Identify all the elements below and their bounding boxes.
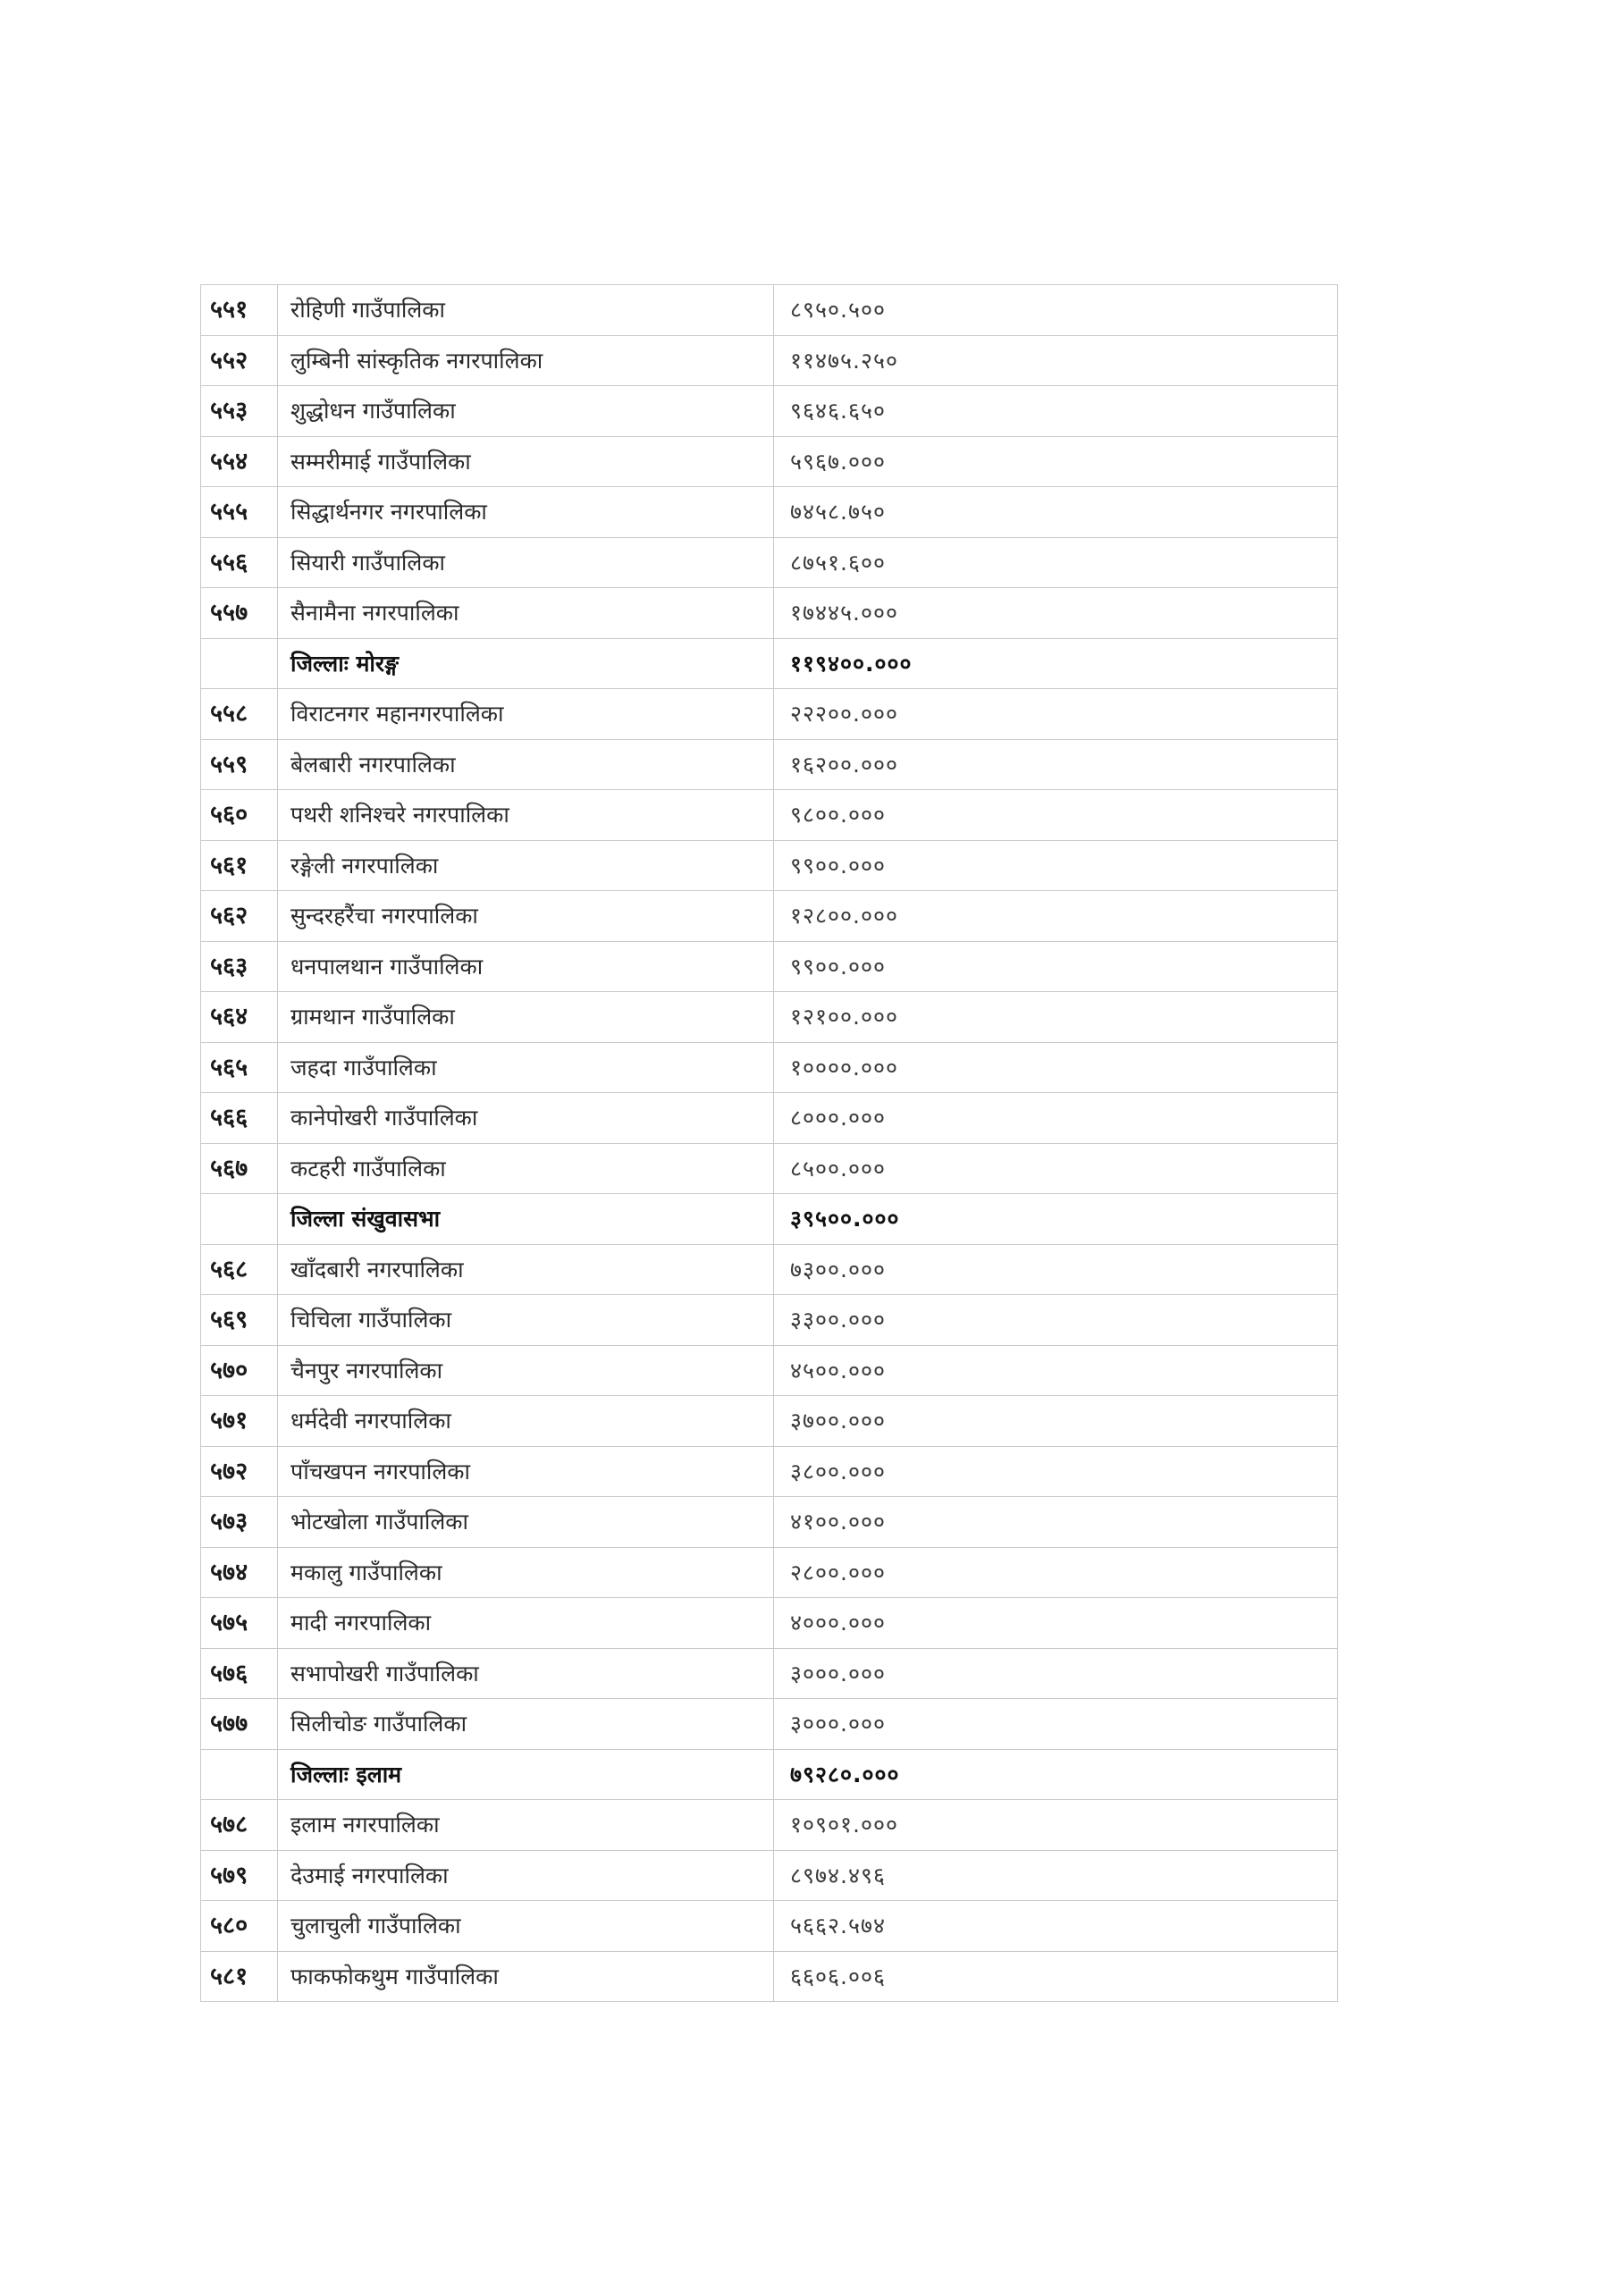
serial-number-cell: ५७८ xyxy=(201,1800,278,1851)
local-body-name-cell: सुन्दरहरैंचा नगरपालिका xyxy=(278,891,774,942)
local-body-name-cell: ग्रामथान गाउँपालिका xyxy=(278,992,774,1043)
serial-number-cell: ५७२ xyxy=(201,1446,278,1497)
serial-number-cell: ५८१ xyxy=(201,1951,278,2002)
amount-cell: ७४५८.७५० xyxy=(774,487,1338,538)
local-body-name-cell: विराटनगर महानगरपालिका xyxy=(278,689,774,740)
amount-cell: ५६६२.५७४ xyxy=(774,1901,1338,1952)
serial-number-cell: ५६० xyxy=(201,790,278,841)
local-body-name-cell: चुलाचुली गाउँपालिका xyxy=(278,1901,774,1952)
serial-number-cell: ५५३ xyxy=(201,386,278,437)
district-total-cell: ११९४००.००० xyxy=(774,638,1338,689)
amount-cell: ११४७५.२५० xyxy=(774,335,1338,386)
amount-cell: ५९६७.००० xyxy=(774,436,1338,487)
local-body-name-cell: सिद्धार्थनगर नगरपालिका xyxy=(278,487,774,538)
local-body-name-cell: पाँचखपन नगरपालिका xyxy=(278,1446,774,1497)
serial-number-cell xyxy=(201,638,278,689)
serial-number-cell: ५६१ xyxy=(201,840,278,891)
local-body-name-cell: कटहरी गाउँपालिका xyxy=(278,1143,774,1194)
local-body-name-cell: देउमाई नगरपालिका xyxy=(278,1850,774,1901)
table-row xyxy=(201,1446,1338,1497)
table-row xyxy=(201,1396,1338,1447)
local-body-name-cell: सम्मरीमाई गाउँपालिका xyxy=(278,436,774,487)
amount-cell: ४१००.००० xyxy=(774,1497,1338,1548)
local-body-name-cell: लुम्बिनी सांस्कृतिक नगरपालिका xyxy=(278,335,774,386)
serial-number-cell: ५६२ xyxy=(201,891,278,942)
table-row xyxy=(201,537,1338,588)
table-row xyxy=(201,588,1338,639)
serial-number-cell: ५७९ xyxy=(201,1850,278,1901)
serial-number-cell: ५७५ xyxy=(201,1598,278,1649)
serial-number-cell: ५७१ xyxy=(201,1396,278,1447)
amount-cell: ३०००.००० xyxy=(774,1699,1338,1750)
serial-number-cell: ५५७ xyxy=(201,588,278,639)
local-body-name-cell: इलाम नगरपालिका xyxy=(278,1800,774,1851)
amount-cell: ९८००.००० xyxy=(774,790,1338,841)
serial-number-cell: ५६६ xyxy=(201,1093,278,1144)
local-body-name-cell: खाँदबारी नगरपालिका xyxy=(278,1244,774,1295)
district-subtotal-row xyxy=(201,638,1338,689)
serial-number-cell: ५६७ xyxy=(201,1143,278,1194)
serial-number-cell: ५७७ xyxy=(201,1699,278,1750)
local-body-name-cell: रङ्गेली नगरपालिका xyxy=(278,840,774,891)
amount-cell: ९६४६.६५० xyxy=(774,386,1338,437)
amount-cell: ३८००.००० xyxy=(774,1446,1338,1497)
serial-number-cell: ५८० xyxy=(201,1901,278,1952)
table-row xyxy=(201,1143,1338,1194)
serial-number-cell xyxy=(201,1749,278,1800)
local-body-name-cell: कानेपोखरी गाउँपालिका xyxy=(278,1093,774,1144)
allocation-table-sheet xyxy=(200,284,1337,2002)
table-row xyxy=(201,436,1338,487)
local-body-name-cell: मकालु गाउँपालिका xyxy=(278,1547,774,1598)
serial-number-cell: ५७६ xyxy=(201,1648,278,1699)
amount-cell: १००००.००० xyxy=(774,1042,1338,1093)
table-row xyxy=(201,1598,1338,1649)
serial-number-cell: ५७३ xyxy=(201,1497,278,1548)
table-row xyxy=(201,1901,1338,1952)
amount-cell: ८०००.००० xyxy=(774,1093,1338,1144)
table-row xyxy=(201,941,1338,992)
local-body-name-cell: भोटखोला गाउँपालिका xyxy=(278,1497,774,1548)
serial-number-cell: ५५८ xyxy=(201,689,278,740)
local-body-name-cell: सभापोखरी गाउँपालिका xyxy=(278,1648,774,1699)
amount-cell: ४५००.००० xyxy=(774,1345,1338,1396)
table-row xyxy=(201,992,1338,1043)
local-body-name-cell: सैनामैना नगरपालिका xyxy=(278,588,774,639)
amount-cell: ९९००.००० xyxy=(774,941,1338,992)
serial-number-cell: ५६५ xyxy=(201,1042,278,1093)
district-subtotal-row xyxy=(201,1749,1338,1800)
amount-cell: ३३००.००० xyxy=(774,1295,1338,1346)
serial-number-cell: ५७४ xyxy=(201,1547,278,1598)
amount-cell: ८५००.००० xyxy=(774,1143,1338,1194)
table-row xyxy=(201,1093,1338,1144)
local-body-name-cell: पथरी शनिश्चरे नगरपालिका xyxy=(278,790,774,841)
serial-number-cell xyxy=(201,1194,278,1245)
serial-number-cell: ५५१ xyxy=(201,285,278,336)
district-subtotal-row xyxy=(201,1194,1338,1245)
allocation-table xyxy=(200,284,1338,2002)
amount-cell: ३०००.००० xyxy=(774,1648,1338,1699)
table-row xyxy=(201,285,1338,336)
serial-number-cell: ५६३ xyxy=(201,941,278,992)
table-row xyxy=(201,1244,1338,1295)
amount-cell: १६२००.००० xyxy=(774,739,1338,790)
table-row xyxy=(201,1295,1338,1346)
amount-cell: ८७५१.६०० xyxy=(774,537,1338,588)
table-row xyxy=(201,1345,1338,1396)
table-row xyxy=(201,1850,1338,1901)
amount-cell: ७३००.००० xyxy=(774,1244,1338,1295)
local-body-name-cell: फाकफोकथुम गाउँपालिका xyxy=(278,1951,774,2002)
local-body-name-cell: मादी नगरपालिका xyxy=(278,1598,774,1649)
amount-cell: १२१००.००० xyxy=(774,992,1338,1043)
table-row xyxy=(201,1547,1338,1598)
district-total-cell: ७९२८०.००० xyxy=(774,1749,1338,1800)
serial-number-cell: ५६४ xyxy=(201,992,278,1043)
amount-cell: २८००.००० xyxy=(774,1547,1338,1598)
amount-cell: ६६०६.००६ xyxy=(774,1951,1338,2002)
amount-cell: ९९००.००० xyxy=(774,840,1338,891)
allocation-table-body xyxy=(201,285,1338,2002)
local-body-name-cell: चिचिला गाउँपालिका xyxy=(278,1295,774,1346)
table-row xyxy=(201,1648,1338,1699)
amount-cell: १२८००.००० xyxy=(774,891,1338,942)
amount-cell: ४०००.००० xyxy=(774,1598,1338,1649)
amount-cell: ८९७४.४९६ xyxy=(774,1850,1338,1901)
table-row xyxy=(201,1951,1338,2002)
table-row xyxy=(201,739,1338,790)
local-body-name-cell: धर्मदेवी नगरपालिका xyxy=(278,1396,774,1447)
amount-cell: १७४४५.००० xyxy=(774,588,1338,639)
serial-number-cell: ५६९ xyxy=(201,1295,278,1346)
serial-number-cell: ५५५ xyxy=(201,487,278,538)
district-name-cell: जिल्ला संखुवासभा xyxy=(278,1194,774,1245)
table-row xyxy=(201,891,1338,942)
table-row xyxy=(201,840,1338,891)
serial-number-cell: ५५६ xyxy=(201,537,278,588)
serial-number-cell: ५५४ xyxy=(201,436,278,487)
table-row xyxy=(201,1497,1338,1548)
amount-cell: ८९५०.५०० xyxy=(774,285,1338,336)
table-row xyxy=(201,487,1338,538)
serial-number-cell: ५७० xyxy=(201,1345,278,1396)
table-row xyxy=(201,1042,1338,1093)
local-body-name-cell: बेलबारी नगरपालिका xyxy=(278,739,774,790)
table-row xyxy=(201,689,1338,740)
local-body-name-cell: सिलीचोङ गाउँपालिका xyxy=(278,1699,774,1750)
table-row xyxy=(201,790,1338,841)
serial-number-cell: ५६८ xyxy=(201,1244,278,1295)
amount-cell: २२२००.००० xyxy=(774,689,1338,740)
table-row xyxy=(201,1699,1338,1750)
table-row xyxy=(201,1800,1338,1851)
serial-number-cell: ५५९ xyxy=(201,739,278,790)
local-body-name-cell: रोहिणी गाउँपालिका xyxy=(278,285,774,336)
local-body-name-cell: चैनपुर नगरपालिका xyxy=(278,1345,774,1396)
amount-cell: १०९०१.००० xyxy=(774,1800,1338,1851)
table-row xyxy=(201,335,1338,386)
district-name-cell: जिल्लाः इलाम xyxy=(278,1749,774,1800)
district-name-cell: जिल्लाः मोरङ्ग xyxy=(278,638,774,689)
local-body-name-cell: जहदा गाउँपालिका xyxy=(278,1042,774,1093)
local-body-name-cell: शुद्धोधन गाउँपालिका xyxy=(278,386,774,437)
local-body-name-cell: सियारी गाउँपालिका xyxy=(278,537,774,588)
table-row xyxy=(201,386,1338,437)
local-body-name-cell: धनपालथान गाउँपालिका xyxy=(278,941,774,992)
amount-cell: ३७००.००० xyxy=(774,1396,1338,1447)
district-total-cell: ३९५००.००० xyxy=(774,1194,1338,1245)
serial-number-cell: ५५२ xyxy=(201,335,278,386)
